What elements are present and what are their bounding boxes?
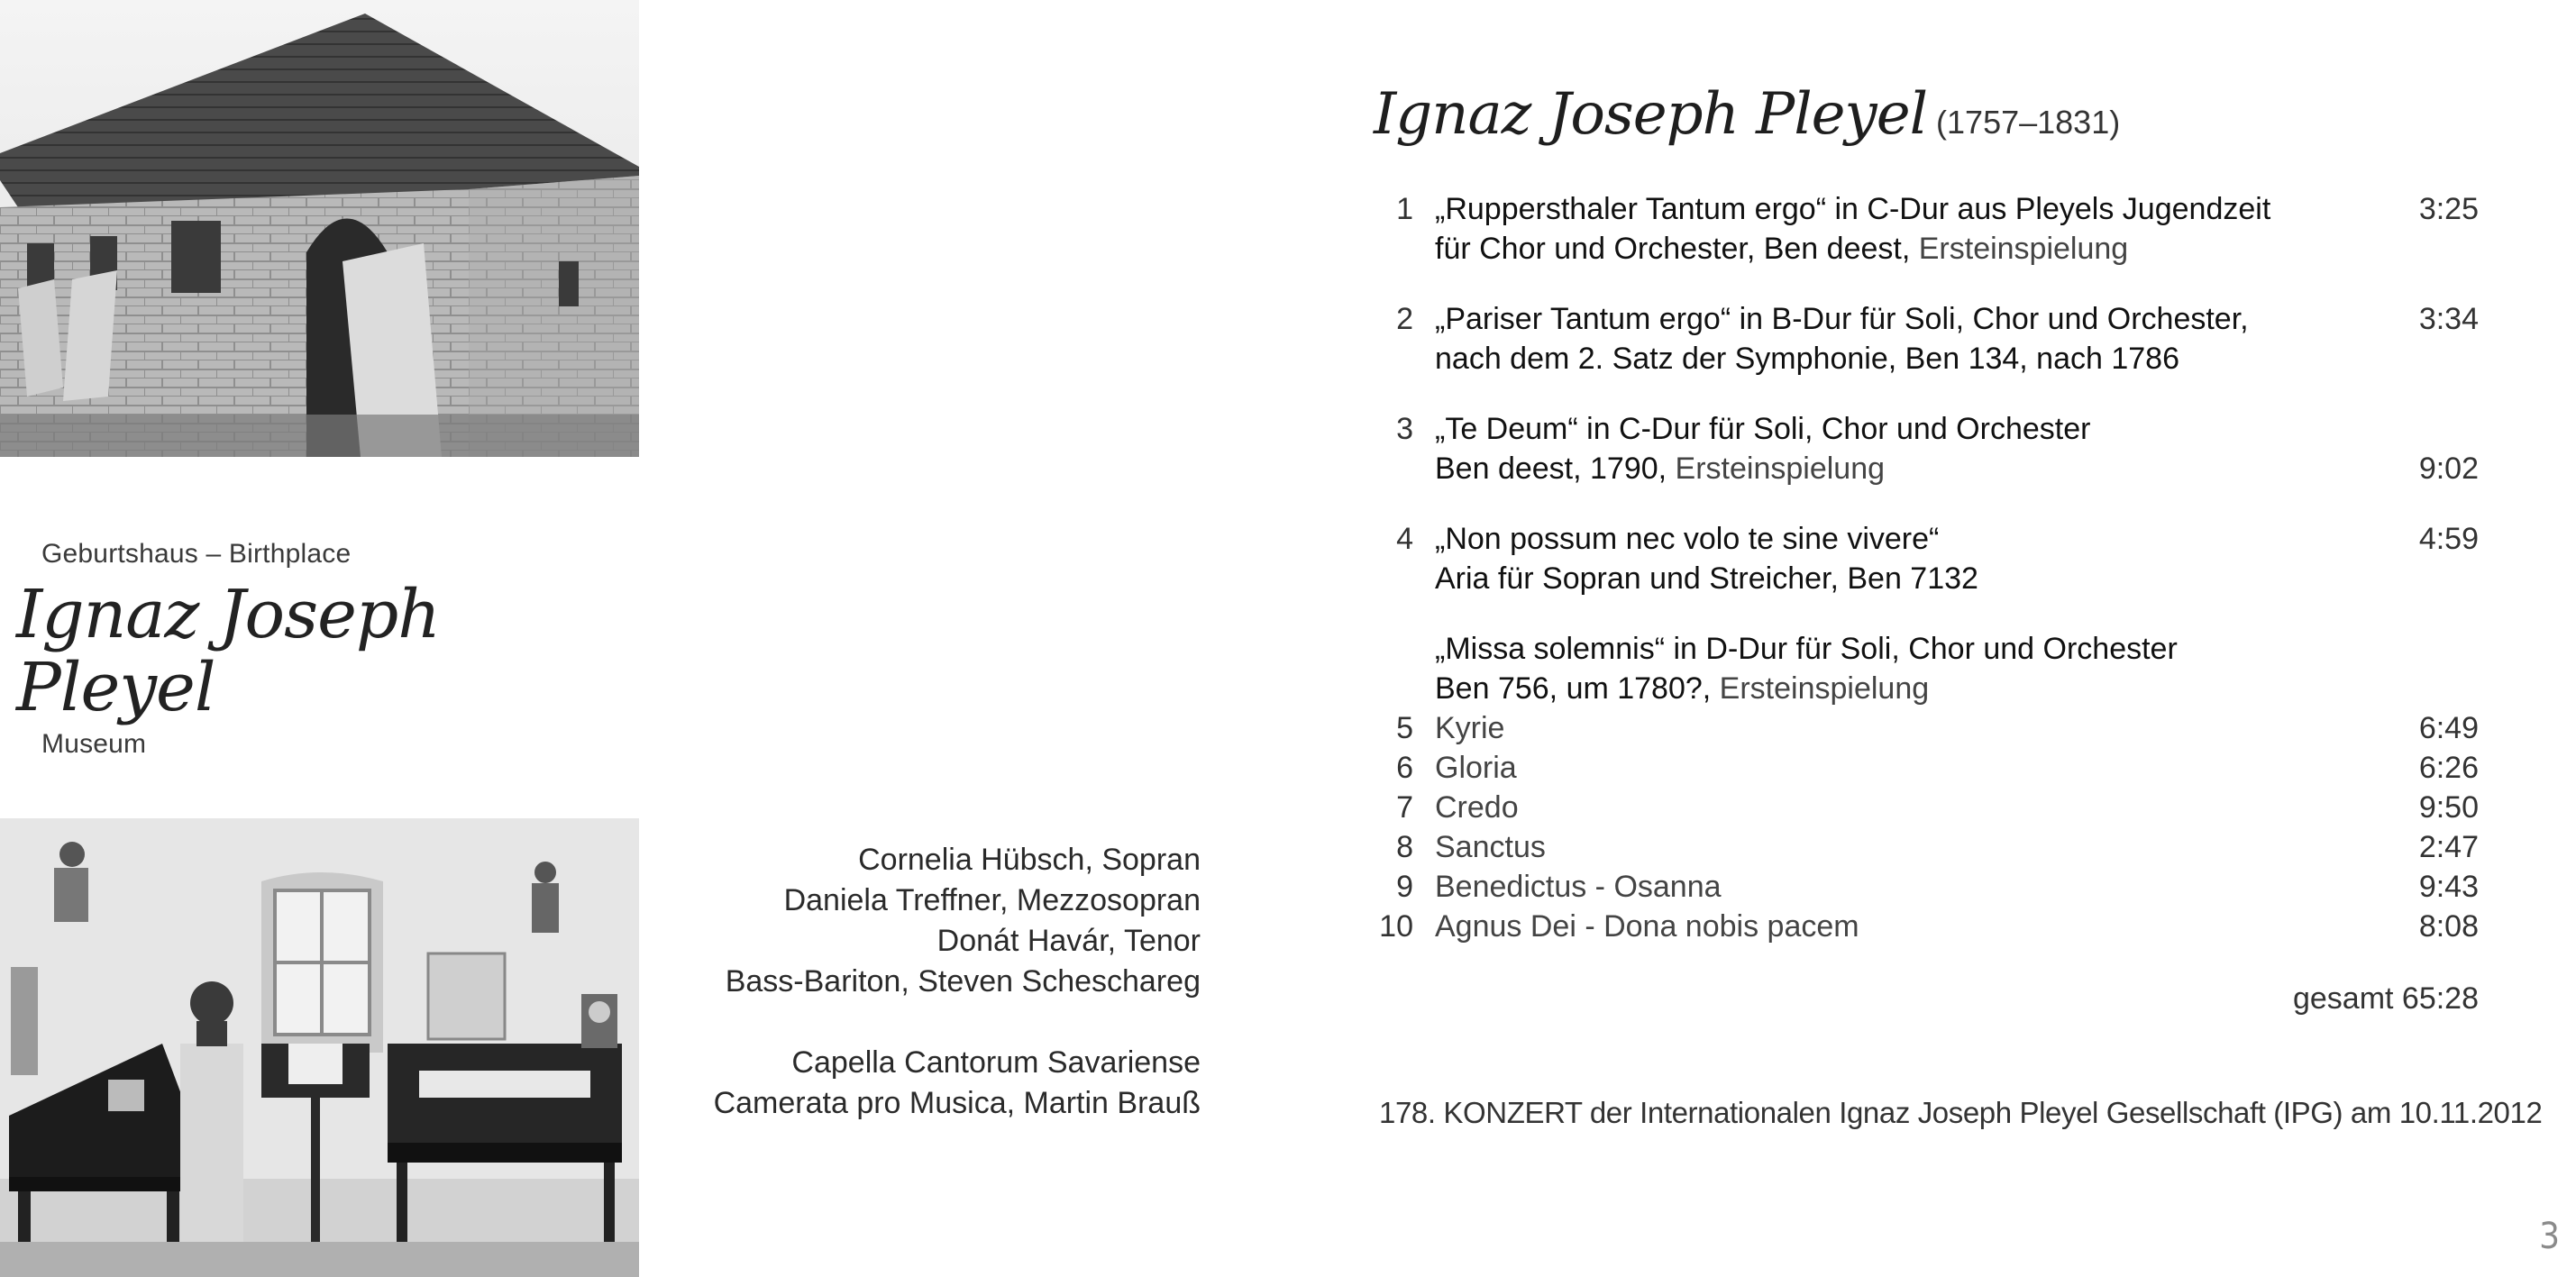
track-title-main: „Te Deum“ in C-Dur für Soli, Chor und Orchester — [1435, 412, 2091, 446]
track-title-main: Ben deest, 1790, — [1435, 452, 1667, 486]
track-row — [1374, 449, 2479, 488]
performer-line: Bass-Bariton, Steven Scheschareg — [725, 964, 1201, 999]
performer-line: Daniela Treffner, Mezzosopran — [783, 883, 1201, 917]
track-title-note: Ersteinspielung — [1910, 232, 2129, 266]
track-duration: 3:34 — [2418, 302, 2479, 336]
track-number: 4 — [1396, 522, 1413, 556]
track-title — [1435, 189, 2270, 229]
track-title — [1435, 827, 1546, 867]
museum-caption — [16, 539, 618, 760]
track-duration: 9:50 — [2418, 790, 2479, 825]
track-row — [1374, 339, 2479, 379]
track-title — [1435, 519, 1939, 559]
ensemble-line: Camerata pro Musica, Martin Brauß — [713, 1086, 1201, 1120]
track-duration: 3:25 — [2418, 192, 2479, 226]
track-title-main: „Non possum nec volo te sine vivere“ — [1435, 522, 1940, 556]
track-row — [1374, 708, 2479, 748]
track-title-main: „Ruppersthaler Tantum ergo“ in C-Dur aus Pleyels Jugendzeit — [1435, 192, 2271, 226]
track-number: 8 — [1396, 830, 1413, 864]
track-duration: 6:49 — [2418, 711, 2479, 745]
track-row — [1374, 629, 2479, 669]
track-number: 5 — [1396, 711, 1413, 745]
work-entry — [1374, 299, 2479, 379]
track-title-main: „Pariser Tantum ergo“ in B-Dur für Soli, Chor und Orchester, — [1435, 302, 2249, 336]
ensemble-line: Capella Cantorum Savariense — [791, 1045, 1201, 1080]
track-number: 9 — [1396, 870, 1413, 904]
track-duration: 9:02 — [2418, 452, 2479, 486]
museum-interior-photo — [0, 818, 639, 1277]
track-title — [1435, 669, 1929, 708]
track-title — [1435, 748, 1517, 788]
track-row — [1374, 189, 2479, 229]
track-title — [1435, 299, 2249, 339]
track-title-note: Agnus Dei - Dona nobis pacem — [1435, 909, 1859, 944]
page-number: 3 — [2539, 1216, 2560, 1257]
performers-gap — [714, 1002, 1201, 1043]
track-duration: 4:59 — [2418, 522, 2479, 556]
track-title — [1435, 409, 2090, 449]
track-title-main: nach dem 2. Satz der Symphonie, Ben 134, nach 1786 — [1435, 342, 2179, 376]
work-entry — [1374, 409, 2479, 488]
track-row — [1374, 409, 2479, 449]
track-title-note: Sanctus — [1435, 830, 1546, 864]
track-row — [1374, 299, 2479, 339]
track-duration: 2:47 — [2418, 830, 2479, 864]
track-title-note: Credo — [1435, 790, 1519, 825]
track-row — [1374, 669, 2479, 708]
track-title-main: „Missa solemnis“ in D-Dur für Soli, Chor und Orchester — [1435, 632, 2178, 666]
track-duration: 8:08 — [2418, 909, 2479, 944]
track-title-note: Ersteinspielung — [1667, 452, 1886, 486]
birthplace-house-photo — [0, 0, 639, 457]
track-number: 2 — [1396, 302, 1413, 336]
track-title — [1435, 629, 2178, 669]
museum-caption-bottom: Museum — [41, 728, 147, 759]
track-list — [1374, 189, 2479, 977]
track-title — [1435, 907, 1859, 946]
performers-list — [714, 840, 1201, 1124]
track-number: 6 — [1396, 751, 1413, 785]
museum-caption-top: Geburtshaus – Birthplace — [41, 539, 352, 569]
track-row — [1374, 867, 2479, 907]
track-row — [1374, 559, 2479, 598]
track-number: 1 — [1396, 192, 1413, 226]
track-title — [1435, 708, 1504, 748]
track-title-main: Aria für Sopran und Streicher, Ben 7132 — [1435, 561, 1978, 596]
track-title — [1435, 449, 1885, 488]
track-number: 3 — [1396, 412, 1413, 446]
track-duration: 6:26 — [2418, 751, 2479, 785]
track-title-main: für Chor und Orchester, Ben deest, — [1435, 232, 1911, 266]
track-title — [1435, 339, 2179, 379]
track-row — [1374, 748, 2479, 788]
track-row — [1374, 907, 2479, 946]
track-row — [1374, 519, 2479, 559]
track-title-main: Ben 756, um 1780?, — [1435, 671, 1712, 706]
track-title — [1435, 788, 1519, 827]
track-title-note: Gloria — [1435, 751, 1517, 785]
performer-line: Donát Havár, Tenor — [936, 924, 1201, 958]
track-number: 10 — [1379, 909, 1413, 944]
page-title — [1374, 81, 2120, 148]
concert-note: 178. KONZERT der Internationalen Ignaz Joseph Pleyel Gesellschaft (IPG) am 10.11.2012 — [1379, 1096, 2543, 1129]
work-entry — [1374, 519, 2479, 598]
track-title-note: Ersteinspielung — [1711, 671, 1930, 706]
track-title — [1435, 229, 2128, 269]
track-row — [1374, 229, 2479, 269]
track-title — [1435, 559, 1978, 598]
track-title-note: Benedictus - Osanna — [1435, 870, 1722, 904]
track-duration: 9:43 — [2418, 870, 2479, 904]
track-number: 7 — [1396, 790, 1413, 825]
composer-name: Ignaz Joseph Pleyel — [1374, 81, 1928, 148]
work-entry — [1374, 189, 2479, 269]
museum-script-name: Ignaz Joseph Pleyel — [16, 576, 440, 727]
track-row — [1374, 827, 2479, 867]
total-duration: gesamt 65:28 — [2292, 981, 2479, 1016]
composer-years: (1757–1831) — [1936, 104, 2121, 141]
work-entry — [1374, 629, 2479, 946]
track-title-note: Kyrie — [1435, 711, 1505, 745]
performer-line: Cornelia Hübsch, Sopran — [858, 843, 1201, 877]
track-row — [1374, 788, 2479, 827]
track-title — [1435, 867, 1722, 907]
